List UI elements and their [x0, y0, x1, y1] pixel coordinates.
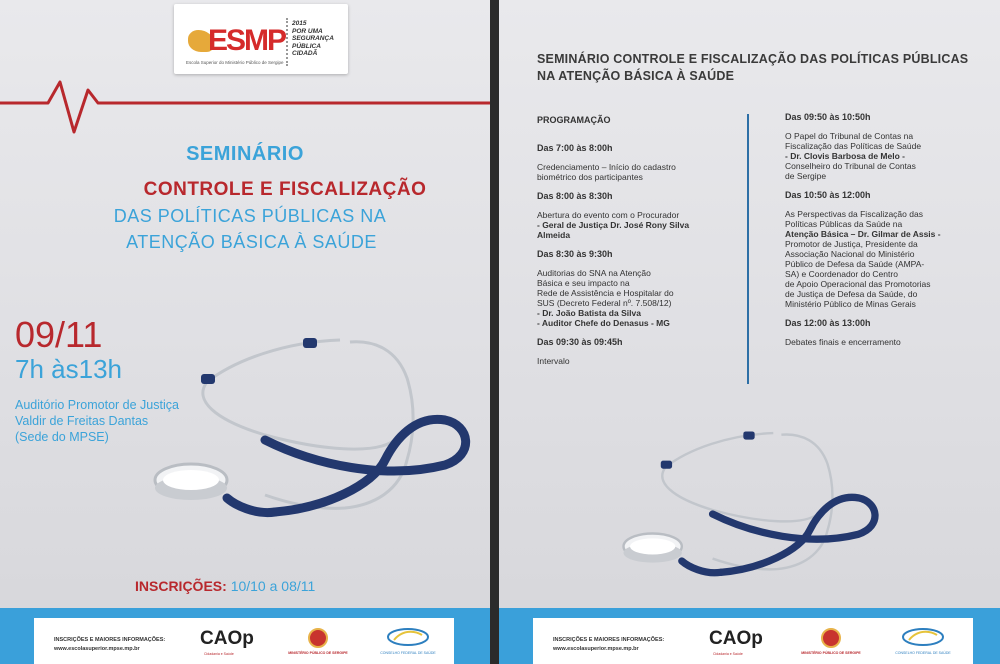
mpse-seal-icon — [821, 628, 841, 648]
stethoscope-icon — [145, 330, 475, 540]
footer-info: INSCRIÇÕES E MAIORES INFORMAÇÕES: www.escolasuperior.mpse.mp.br — [54, 637, 166, 652]
cfs-logo-icon — [899, 626, 947, 648]
heartbeat-line-icon — [0, 70, 490, 140]
program-column-1: PROGRAMAÇÃO Das 7:00 às 8:00h Credenciamento – Início do cadastro biométrico dos participantes Das 8:00 às 8:30h Abertura do evento com o Procurador - Geral de Justiça Dr. José Rony Silva Almeida Das 8:30 às 9:30h Auditorias do SNA na Atenção Básica e seu impacto na Rede de Assistência e Hospitalar do SUS (Decreto Federal nº. 7.508/12) - Dr. João Batista da Silva - Auditor Chefe do Denasus - MG Das 09:30 às 09:45h Intervalo — [537, 115, 727, 366]
session-time: Das 7:00 às 8:00h — [537, 143, 613, 153]
session-time: Das 8:00 às 8:30h — [537, 191, 613, 201]
column-divider — [747, 114, 749, 384]
program-column-2: Das 09:50 às 10:50h O Papel do Tribunal de Contas na Fiscalização das Políticas de Saúde - Dr. Clovis Barbosa de Melo - Conselheiro do Tribunal de Contas de Sergipe Das 10:50 às 12:00h As Perspectivas da Fiscalização das Políticas Públicas da Saúde na Atenção Básica – Dr. Gilmar de Assis - Promotor de Justiça, Presidente da Associação Nacional do Ministério Público de Defesa da Saúde (AMPA- SA) e Coordenador do Centro de Apoio Operacional das Promotorias de Justiça de Defesa da Saúde, do Ministério Público de Minas Gerais Das 12:00 às 13:00h Debates finais e encerramento — [785, 112, 975, 347]
program-title: SEMINÁRIO CONTROLE E FISCALIZAÇÃO DAS POLÍTICAS PÚBLICAS NA ATENÇÃO BÁSICA À SAÚDE — [537, 52, 969, 83]
event-time: 7h às13h — [15, 354, 122, 384]
event-date: 09/11 — [15, 314, 103, 355]
session-time: Das 8:30 às 9:30h — [537, 249, 613, 259]
session-time: Das 12:00 às 13:00h — [785, 318, 871, 328]
right-program-panel — [499, 0, 1000, 664]
event-venue: Auditório Promotor de Justiça Valdir de Freitas Dantas (Sede do MPSE) — [15, 398, 179, 444]
footer-info: INSCRIÇÕES E MAIORES INFORMAÇÕES: www.escolasuperior.mpse.mp.br — [553, 637, 665, 652]
programacao-heading: PROGRAMAÇÃO — [537, 115, 611, 125]
title-seminario: SEMINÁRIO — [186, 143, 304, 165]
caop-logo: CAOp — [709, 628, 763, 649]
left-footer: INSCRIÇÕES E MAIORES INFORMAÇÕES: www.escolasuperior.mpse.mp.br CAOp Cidadania e Saúde MINISTÉRIO PÚBLICO DE SERGIPE CONSELHO FEDERAL DE SAÚDE — [0, 608, 490, 664]
session-time: Das 10:50 às 12:00h — [785, 190, 871, 200]
esmp-logo — [174, 4, 348, 74]
logo-main-text: ESMP — [208, 24, 286, 57]
session-time: Das 09:50 às 10:50h — [785, 112, 871, 122]
logo-slogan: 2015 POR UMA SEGURANÇA PÚBLICA CIDADÃ — [292, 20, 334, 57]
cfs-logo-icon — [384, 626, 432, 648]
title-controle: CONTROLE E FISCALIZAÇÃO — [143, 179, 427, 200]
logo-subtitle: Escola Superior do Ministério Público de Sergipe — [186, 60, 284, 65]
session-time: Das 09:30 às 09:45h — [537, 337, 623, 347]
right-footer: INSCRIÇÕES E MAIORES INFORMAÇÕES: www.escolasuperior.mpse.mp.br CAOp Cidadania e Saúde MINISTÉRIO PÚBLICO DE SERGIPE CONSELHO FEDERAL DE SAÚDE — [499, 608, 1000, 664]
stethoscope-icon — [609, 425, 889, 595]
title-politicas: DAS POLÍTICAS PÚBLICAS NA — [113, 206, 387, 226]
left-poster-panel — [0, 0, 490, 664]
caop-logo: CAOp — [200, 628, 254, 649]
title-atencao: ATENÇÃO BÁSICA À SAÚDE — [126, 232, 377, 252]
registration-period: INSCRIÇÕES: 10/10 a 08/11 — [135, 578, 316, 594]
mpse-seal-icon — [308, 628, 328, 648]
